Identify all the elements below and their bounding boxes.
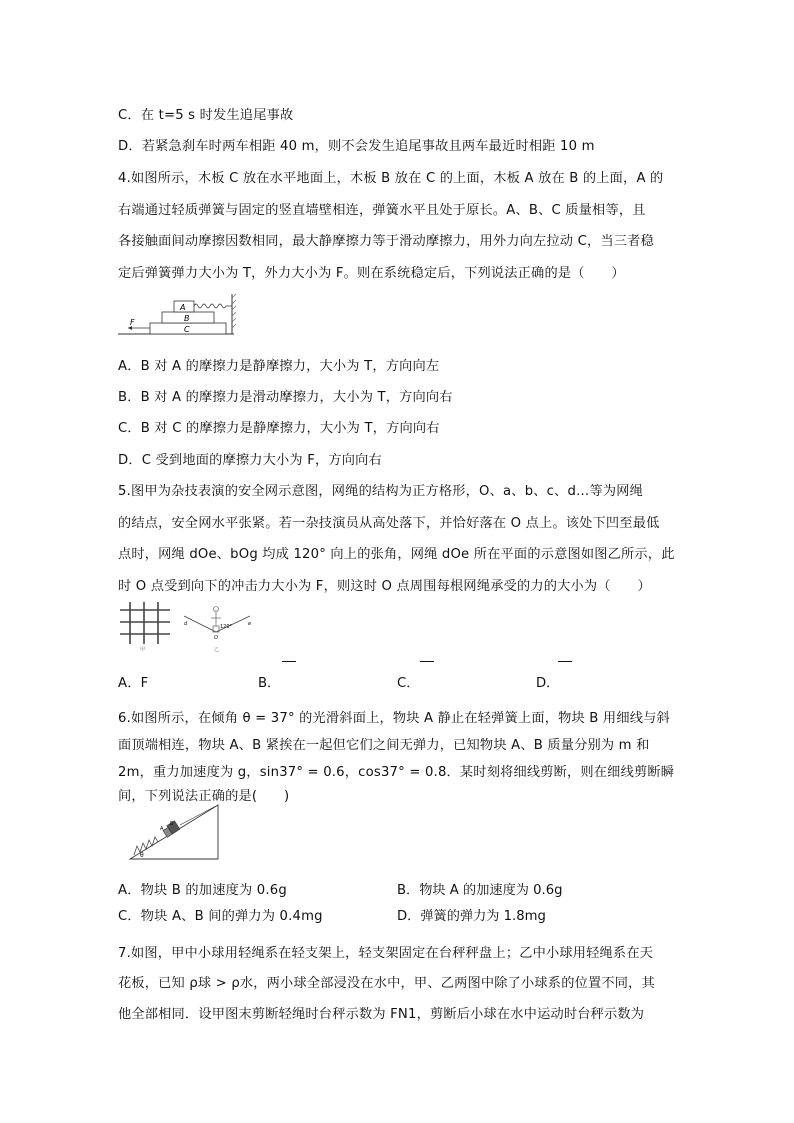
q5-frac-d xyxy=(558,660,572,663)
label-d: d xyxy=(184,621,188,627)
label-a: A xyxy=(180,303,186,312)
q7-stem-2: 花板，已知 ρ球 > ρ水，两小球全部浸没在水中，甲、乙两图中除了小球系的位置不同，其 xyxy=(118,976,655,991)
q5-option-b: B． xyxy=(258,676,281,691)
q5-option-d: D． xyxy=(536,676,560,691)
q6-option-b: B．物块 A 的加速度为 0.6g xyxy=(397,883,563,898)
q4-stem-3: 各接触面间动摩擦因数相同，最大静摩擦力等于滑动摩擦力，用外力向左拉动 C，当三者稳 xyxy=(118,234,654,249)
q7-stem-3: 他全部相同．设甲图末剪断轻绳时台秤示数为 FN1，剪断后小球在水中运动时台秤示数为 xyxy=(118,1007,645,1022)
q6-stem-2: 面顶端相连，物块 A、B 紧挨在一起但它们之间无弹力，已知物块 A、B 质量分别为 m 和 xyxy=(118,738,650,753)
q5-stem-1: 5.图甲为杂技表演的安全网示意图，网绳的结构为正方格形，O、a、b、c、d…等为网绳 xyxy=(118,484,643,499)
label-e: e xyxy=(248,621,252,627)
q6-stem-3: 2m，重力加速度为 g，sin37° = 0.6，cos37° = 0.8．某时刻将细线剪断，则在细线剪断瞬 xyxy=(118,765,675,780)
label-b6: B xyxy=(170,821,174,827)
label-b: B xyxy=(184,314,190,323)
q4-option-b: B．B 对 A 的摩擦力是滑动摩擦力，大小为 T，方向向右 xyxy=(118,390,453,405)
q5-frac-b xyxy=(282,660,296,663)
q5-figure-net xyxy=(118,600,174,652)
q5-figure-side xyxy=(180,604,260,654)
net-caption: 甲 xyxy=(140,647,146,652)
q6-option-a: A．物块 B 的加速度为 0.6g xyxy=(118,883,287,898)
q6-figure xyxy=(128,803,220,861)
q6-stem-1: 6.如图所示，在倾角 θ = 37° 的光滑斜面上，物块 A 静止在轻弹簧上面，物块 B 用细线与斜 xyxy=(118,711,670,726)
q4-figure xyxy=(118,292,238,338)
label-c: C xyxy=(184,325,190,334)
label-o: O xyxy=(214,635,218,641)
q5-option-c: C． xyxy=(397,676,420,691)
label-a6: A xyxy=(160,826,164,832)
q4-option-a: A．B 对 A 的摩擦力是静摩擦力，大小为 T，方向向左 xyxy=(118,359,440,374)
label-f: F xyxy=(130,318,135,327)
label-angle: 120° xyxy=(220,624,233,630)
label-theta: θ xyxy=(140,852,144,859)
spring xyxy=(194,304,232,308)
q4-option-c: C．B 对 C 的摩擦力是静摩擦力，大小为 T，方向向右 xyxy=(118,421,440,436)
q5-stem-4: 时 O 点受到向下的冲击力大小为 F，则这时 O 点周围每根网绳承受的力的大小为（ ） xyxy=(118,579,651,594)
q5-stem-3: 点时，网绳 dOe、bOg 均成 120° 向上的张角，网绳 dOe 所在平面的示意图如图乙所示，此 xyxy=(118,547,675,562)
side-caption: 乙 xyxy=(214,647,220,653)
q4-stem-4: 定后弹簧弹力大小为 T，外力大小为 F。则在系统稳定后，下列说法正确的是（ ） xyxy=(118,266,625,281)
q4-stem-2: 右端通过轻质弹簧与固定的竖直墙壁相连，弹簧水平且处于原长。A、B、C 质量相等，且 xyxy=(118,203,646,218)
q6-option-c: C．物块 A、B 间的弹力为 0.4mg xyxy=(118,909,323,924)
q4-option-d: D．C 受到地面的摩擦力大小为 F，方向向右 xyxy=(118,453,382,468)
line-d: D．若紧急刹车时两车相距 40 m，则不会发生追尾事故且两车最近时相距 10 m xyxy=(118,139,595,154)
q4-stem-1: 4.如图所示，木板 C 放在水平地面上，木板 B 放在 C 的上面，木板 A 放在 B 的上面，A 的 xyxy=(118,171,664,186)
q6-option-d: D．弹簧的弹力为 1.8mg xyxy=(397,909,546,924)
q5-frac-c xyxy=(420,660,434,663)
q5-option-a: A．F xyxy=(118,676,149,691)
q6-stem-4: 间，下列说法正确的是( ) xyxy=(118,789,290,804)
q5-stem-2: 的结点，安全网水平张紧。若一杂技演员从高处落下，并恰好落在 O 点上。该处下凹至最低 xyxy=(118,516,660,531)
q7-stem-1: 7.如图，甲中小球用轻绳系在轻支架上，轻支架固定在台秤秤盘上；乙中小球用轻绳系在天 xyxy=(118,946,654,961)
line-c: C．在 t=5 s 时发生追尾事故 xyxy=(118,108,294,123)
